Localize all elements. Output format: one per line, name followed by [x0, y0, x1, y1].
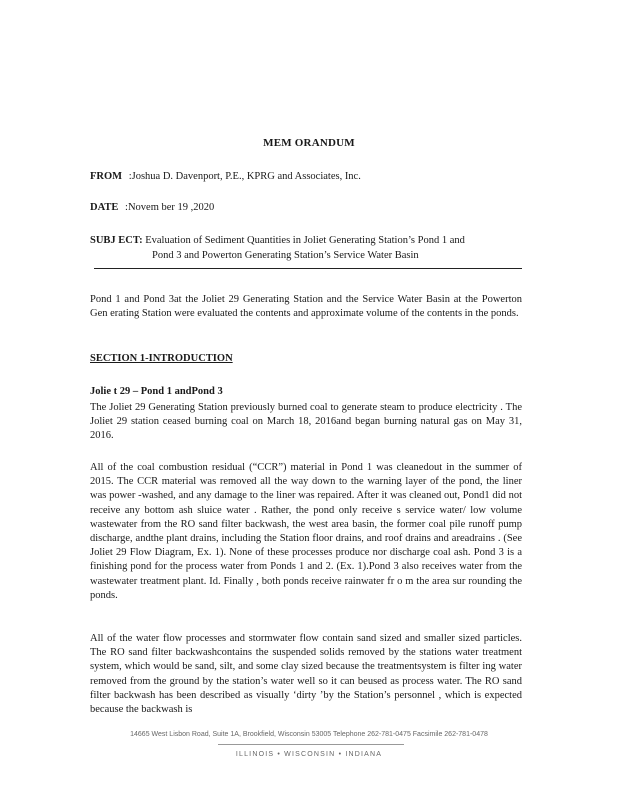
subject-label: SUBJ ECT:	[90, 235, 143, 246]
subject-rule-right	[182, 268, 522, 269]
section-heading: SECTION 1-INTRODUCTION	[90, 353, 233, 364]
subject-line-1: Evaluation of Sediment Quantities in Joliet Generating Station’s Pond 1 and	[145, 235, 465, 246]
paragraph-joliet-history: The Joliet 29 Generating Station previously burned coal to generate steam to produce electricity . The Joliet 29 station ceased burning coal on March 18, 2016and began burning natural gas on May 31, 2016.	[90, 402, 522, 442]
from-label: FROM	[90, 171, 123, 182]
footer-address: 14665 West Lisbon Road, Suite 1A, Brookfield, Wisconsin 53005 Telephone 262-781-0475 Facsimile 262-781-0478	[130, 731, 488, 738]
subject-line-2: Pond 3 and Powerton Generating Station’s Service Water Basin	[152, 250, 419, 261]
date-line	[90, 200, 214, 215]
date-label: DATE	[90, 202, 119, 213]
paragraph-water-flow: All of the water flow processes and stormwater flow contain sand sized and smaller sized particles. The RO sand filter backwashcontains the suspended solids removed by the stations water treatment system, which would be sand, silt, and some clay sized because the treatmentsystem is filter ing water removed from the ground by the station’s water well so it can beused as process water. The RO sand filter backwash has been described as visually ‘dirty ’by the Station’s personnel , which is expected because the backwash is	[90, 633, 522, 716]
from-value: :Joshua D. Davenport, P.E., KPRG and Associates, Inc.	[128, 171, 361, 182]
subsection-heading: Jolie t 29 – Pond 1 andPond 3	[90, 386, 223, 397]
memo-title: MEM ORANDUM	[263, 137, 355, 149]
footer-divider	[218, 744, 404, 745]
subject-rule-left	[94, 268, 182, 269]
date-value: :Novem ber 19 ,2020	[125, 202, 215, 213]
paragraph-ccr-cleanout: All of the coal combustion residual (“CCR”) material in Pond 1 was cleanedout in the summer of 2015. The CCR material was removed all the way down to the warning layer of the pond, the liner was power -washed, and any damage to the liner was repaired. After it was cleaned out, Pond1 did not receive any bottom ash sluice water . Rather, the pond only receive s service water/ low volume wastewater from the RO sand filter backwash, the west area basin, the former coal pile runoff pump discharge, andthe plant drains, including the Station floor drains, and roof drains and areadrains . (See Joliet 29 Flow Diagram, Ex. 1). None of these processes produce nor discharge coal ash. Pond 3 is a finishing pond for the process water from Ponds 1 and 2. (Ex. 1).Pond 3 also receives water from the wastewater treatment plant. Id. Finally , both ponds receive rainwater fr o m the area sur rounding the ponds.	[90, 462, 522, 601]
from-line	[90, 169, 361, 184]
subject-block	[90, 233, 520, 263]
footer-states: ILLINOIS • WISCONSIN • INDIANA	[235, 751, 383, 758]
intro-paragraph: Pond 1 and Pond 3at the Joliet 29 Generating Station and the Service Water Basin at the Powerton Gen erating Station were evaluated the contents and approximate volume of the contents in the ponds.	[90, 294, 522, 320]
